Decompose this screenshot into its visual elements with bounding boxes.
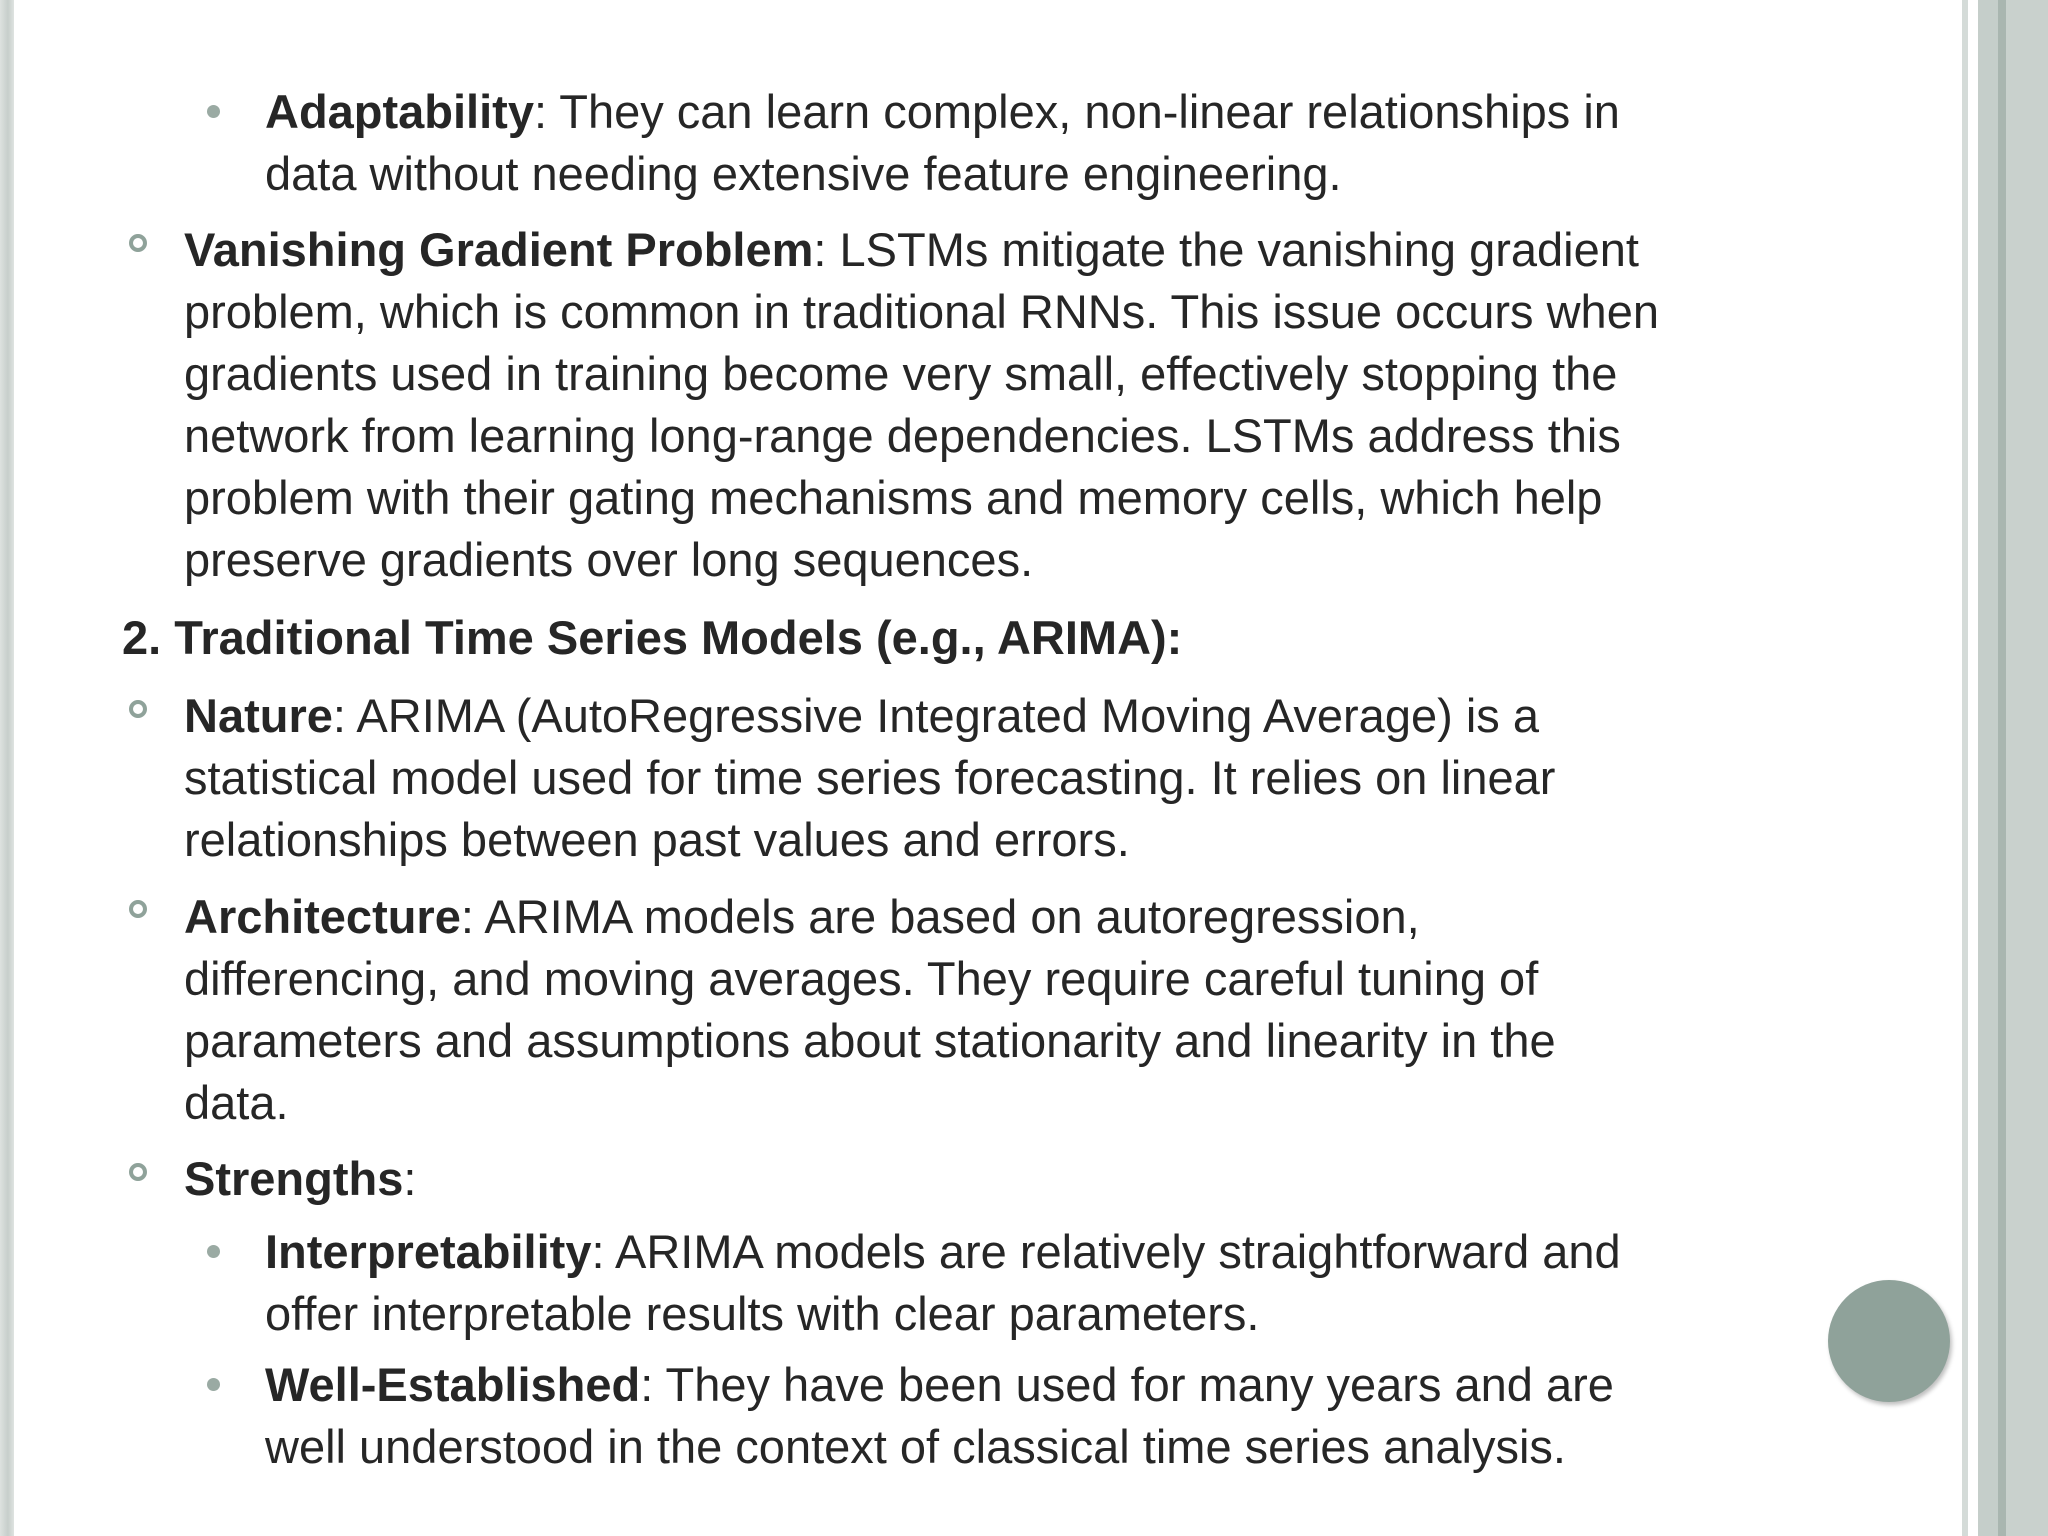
bullet-vanishing-line-4: network from learning long-range dependencies. LSTMs address this (184, 409, 1621, 462)
term-architecture: Architecture (184, 890, 461, 943)
bullet-well-established-line-2: well understood in the context of classical time series analysis. (265, 1420, 1566, 1473)
bullet-architecture-line-2: differencing, and moving averages. They require careful tuning of (184, 952, 1539, 1005)
bullet-ring (129, 1163, 147, 1181)
bullet-vanishing-line-5: problem with their gating mechanisms and memory cells, which help (184, 471, 1603, 524)
bullet-adaptability-line-2: data without needing extensive feature engineering. (265, 147, 1342, 200)
term-nature: Nature (184, 689, 333, 742)
decorative-circle (1828, 1280, 1950, 1402)
bullet-well-established-line-1: Well-Established: They have been used for many years and are (265, 1358, 1614, 1411)
bullet-vanishing-line-6: preserve gradients over long sequences. (184, 533, 1034, 586)
bullet-strengths-line-1: Strengths: (184, 1152, 417, 1205)
bullet-interpretability-line-2: offer interpretable results with clear parameters. (265, 1287, 1260, 1340)
bullet-architecture-line-4: data. (184, 1076, 289, 1129)
bullet-adaptability-line-1: Adaptability: They can learn complex, non-linear relationships in (265, 85, 1620, 138)
bullet-vanishing-line-3: gradients used in training become very small, effectively stopping the (184, 347, 1618, 400)
bullet-interpretability-line-1: Interpretability: ARIMA models are relatively straightforward and (265, 1225, 1621, 1278)
bullet-vanishing-line-2: problem, which is common in traditional RNNs. This issue occurs when (184, 285, 1659, 338)
term-well-established: Well-Established (265, 1358, 641, 1411)
term-interpretability: Interpretability (265, 1225, 592, 1278)
bullet-ring (129, 700, 147, 718)
sub-bullet-dot (207, 1245, 220, 1258)
bullet-ring (129, 234, 147, 252)
term-strengths: Strengths (184, 1152, 404, 1205)
bullet-nature-line-2: statistical model used for time series forecasting. It relies on linear (184, 751, 1556, 804)
term-adaptability: Adaptability (265, 85, 534, 138)
section-heading: 2. Traditional Time Series Models (e.g., ARIMA): (122, 611, 1183, 664)
sub-bullet-dot (207, 1378, 220, 1391)
term-vanishing-gradient: Vanishing Gradient Problem (184, 223, 814, 276)
bullet-ring (129, 900, 147, 918)
bullet-architecture-line-3: parameters and assumptions about stationarity and linearity in the (184, 1014, 1556, 1067)
right-decorative-bands (1962, 0, 2048, 1536)
bullet-nature-line-1: Nature: ARIMA (AutoRegressive Integrated Moving Average) is a (184, 689, 1539, 742)
sub-bullet-dot (207, 105, 220, 118)
bullet-nature-line-3: relationships between past values and errors. (184, 813, 1130, 866)
bullet-vanishing-line-1: Vanishing Gradient Problem: LSTMs mitigate the vanishing gradient (184, 223, 1639, 276)
bullet-architecture-line-1: Architecture: ARIMA models are based on autoregression, (184, 890, 1420, 943)
